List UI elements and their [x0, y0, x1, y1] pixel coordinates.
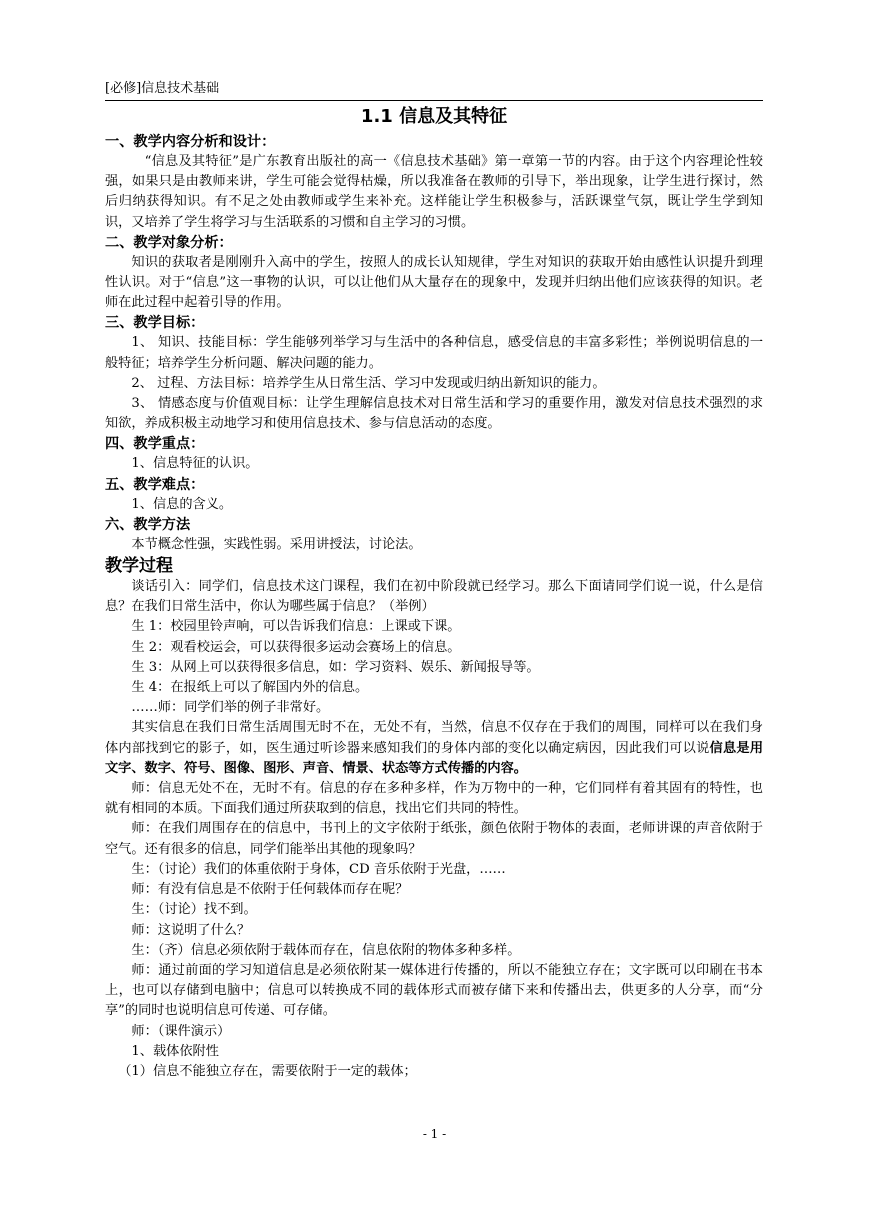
- list-item: 1、载体依附性: [131, 1043, 219, 1059]
- dialogue-line: 生 1：校园里铃声响，可以告诉我们信息：上课或下课。: [131, 619, 461, 635]
- section-heading-3: 三、教学目标：: [105, 315, 205, 332]
- paragraph: 谈话引入：同学们，信息技术这门课程，我们在初中阶段就已经学习。那么下面请同学们说一说，什么是信息？在我们日常生活中，你认为哪些属于信息？（举例）: [105, 579, 763, 615]
- running-header: [必修]信息技术基础: [105, 80, 763, 101]
- goal-item: 2、 过程、方法目标：培养学生从日常生活、学习中发现或归纳出新知识的能力。: [131, 375, 606, 391]
- dialogue-line: 师：通过前面的学习知道信息是必须依附某一媒体进行传播的，所以不能独立存在；文字既可以印刷在书本上，也可以存储到电脑中；信息可以转换成不同的载体形式而被存储下来和传播出去，供更多的人分享，而“分享”的同时也说明信息可传递、可存储。: [105, 962, 763, 1019]
- section-heading-6: 六、教学方法: [105, 516, 191, 533]
- paragraph-text: 其实信息在我们日常生活周围无时不在，无处不有，当然，信息不仅存在于我们的周围，同样可以在我们身体内部找到它的影子，如，医生通过听诊器来感知我们的身体内部的变化以确定病因，因此我们可以说: [105, 720, 763, 756]
- dialogue-line: ……师：同学们举的例子非常好。: [131, 700, 330, 716]
- dialogue-line: 师：在我们周围存在的信息中，书刊上的文字依附于纸张，颜色依附于物体的表面，老师讲课的声音依附于空气。还有很多的信息，同学们能举出其他的现象吗？: [105, 821, 763, 857]
- dialogue-line: 师：（课件演示）: [131, 1023, 231, 1039]
- dialogue-line: 师：有没有信息是不依附于任何载体而存在呢？: [131, 882, 409, 898]
- list-subitem: （1）信息不能独立存在，需要依附于一定的载体；: [118, 1063, 417, 1079]
- paragraph: 知识的获取者是刚刚升入高中的学生，按照人的成长认知规律，学生对知识的获取开始由感性认识提升到理性认识。对于“信息”这一事物的认识，可以让他们从大量存在的现象中，发现并归纳出他们应该获得的知识。老师在此过程中起着引导的作用。: [105, 254, 763, 311]
- dialogue-line: 生 2：观看校运会，可以获得很多运动会赛场上的信息。: [131, 639, 461, 655]
- section-heading-2: 二、教学对象分析：: [105, 234, 233, 251]
- goal-item: 1、 知识、技能目标：学生能够列举学习与生活中的各种信息，感受信息的丰富多彩性；举例说明信息的一般特征；培养学生分析问题、解决问题的能力。: [105, 335, 763, 371]
- section-heading-5: 五、教学难点：: [105, 476, 205, 493]
- dialogue-line: 师：信息无处不在，无时不有。信息的存在多种多样，作为万物中的一种，它们同样有着其固有的特性，也就有相同的本质。下面我们通过所获取到的信息，找出它们共同的特性。: [105, 781, 763, 817]
- definition-bold: 信息是用文字、数字、符号、图像、图形、声音、情景、状态等方式传播的内容。: [105, 740, 764, 776]
- dialogue-line: 生：（讨论）我们的体重依附于身体，CD 音乐依附于光盘，……: [131, 861, 506, 877]
- paragraph: 1、信息的含义。: [131, 496, 233, 512]
- paragraph: “信息及其特征”是广东教育出版社的高一《信息技术基础》第一章第一节的内容。由于这个内容理论性较强，如果只是由教师来讲，学生可能会觉得枯燥，所以我准备在教师的引导下，举出现象，让学生进行探讨，然后归纳获得知识。有不足之处由教师或学生来补充。这样能让学生积极参与，活跃课堂气氛，既让学生学到知识，又培养了学生将学习与生活联系的习惯和自主学习的习惯。: [105, 154, 763, 230]
- page-number: - 1 -: [422, 1127, 447, 1141]
- section-heading-1: 一、教学内容分析和设计：: [105, 134, 276, 150]
- dialogue-line: 生：（讨论）找不到。: [131, 902, 257, 918]
- paragraph: 本节概念性强，实践性弱。采用讲授法，讨论法。: [131, 536, 422, 552]
- dialogue-line: 生 3：从网上可以获得很多信息，如：学习资料、娱乐、新闻报导等。: [131, 659, 540, 675]
- dialogue-line: 生 4：在报纸上可以了解国内外的信息。: [131, 680, 369, 696]
- dialogue-line: 生：（齐）信息必须依附于载体而存在，信息依附的物体多种多样。: [131, 942, 521, 958]
- section-heading-4: 四、教学重点：: [105, 436, 205, 453]
- process-heading: 教学过程: [105, 556, 173, 577]
- document-body: [105, 104, 763, 1082]
- paragraph: [105, 718, 763, 779]
- paragraph: 1、信息特征的认识。: [131, 456, 259, 472]
- dialogue-line: 师：这说明了什么？: [131, 922, 251, 938]
- page-title: 1.1 信息及其特征: [360, 106, 508, 127]
- goal-item: 3、 情感态度与价值观目标：让学生理解信息技术对日常生活和学习的重要作用，激发对信息技术强烈的求知欲，养成积极主动地学习和使用信息技术、参与信息活动的态度。: [105, 396, 763, 432]
